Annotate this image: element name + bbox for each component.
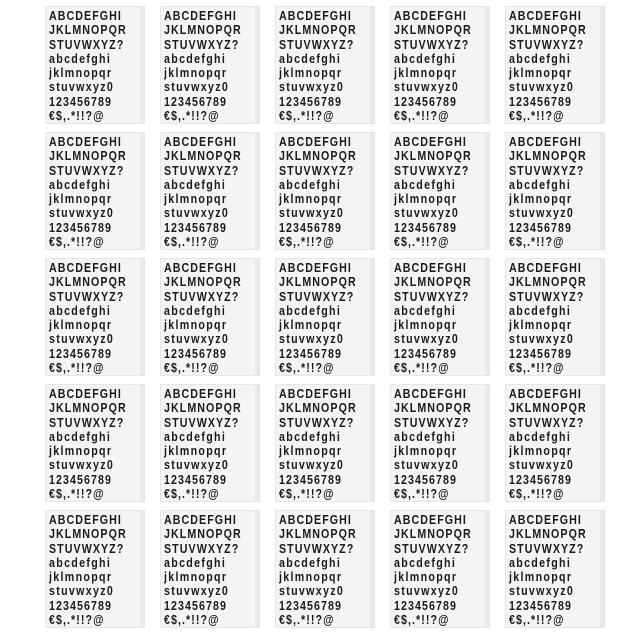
sticker-row: abcdefghi (509, 302, 572, 318)
sticker-row: 123456789 (49, 93, 112, 109)
sticker-row: STUVWXYZ? (394, 414, 470, 430)
sticker-row: STUVWXYZ? (509, 36, 585, 52)
letter-sticker-sheet (45, 510, 145, 628)
sticker-row: 123456789 (509, 93, 572, 109)
sticker-row: ABCDEFGHI (49, 260, 122, 275)
sticker-row: €$,.*!!?@ (509, 234, 565, 250)
sticker-row: abcdefghi (509, 428, 572, 444)
sticker-row: STUVWXYZ? (164, 540, 240, 556)
sticker-row: jklmnopqr (279, 569, 343, 585)
sticker-row: STUVWXYZ? (49, 162, 125, 178)
sticker-row: €$,.*!!?@ (279, 234, 335, 250)
letter-sticker-sheet (505, 384, 605, 502)
letter-sticker-sheet (275, 132, 375, 250)
sticker-row: abcdefghi (279, 50, 342, 66)
letter-sticker-sheet (275, 510, 375, 628)
sticker-row: STUVWXYZ? (49, 288, 125, 304)
sticker-row: stuvwxyz0 (164, 331, 230, 347)
sticker-row: ABCDEFGHI (279, 386, 352, 401)
sticker-row: ABCDEFGHI (164, 512, 237, 527)
sticker-row: abcdefghi (394, 50, 457, 66)
sticker-row: abcdefghi (509, 176, 572, 192)
sticker-row: 123456789 (279, 219, 342, 235)
letter-sticker-sheet (160, 132, 260, 250)
sticker-row: JKLMNOPQR (279, 22, 357, 38)
sticker-row: STUVWXYZ? (164, 288, 240, 304)
sticker-row: STUVWXYZ? (164, 162, 240, 178)
sticker-row: ABCDEFGHI (49, 8, 122, 23)
sticker-row: stuvwxyz0 (509, 331, 575, 347)
sticker-row: abcdefghi (394, 176, 457, 192)
sticker-row: JKLMNOPQR (164, 22, 242, 38)
sticker-row: ABCDEFGHI (49, 386, 122, 401)
sticker-row: JKLMNOPQR (279, 274, 357, 290)
sticker-row: ABCDEFGHI (164, 134, 237, 149)
sticker-row: stuvwxyz0 (509, 79, 575, 95)
sticker-row: ABCDEFGHI (394, 386, 467, 401)
sticker-row: jklmnopqr (509, 65, 573, 81)
sticker-row: STUVWXYZ? (509, 162, 585, 178)
sticker-row: 123456789 (509, 219, 572, 235)
sticker-row: stuvwxyz0 (394, 79, 460, 95)
sticker-row: €$,.*!!?@ (279, 612, 335, 628)
sticker-row: 123456789 (509, 345, 572, 361)
sticker-row: stuvwxyz0 (394, 583, 460, 599)
sticker-row: JKLMNOPQR (49, 148, 127, 164)
sticker-row: STUVWXYZ? (509, 288, 585, 304)
sticker-row: ABCDEFGHI (279, 260, 352, 275)
letter-sticker-sheet (160, 384, 260, 502)
sticker-row: JKLMNOPQR (279, 148, 357, 164)
sticker-row: STUVWXYZ? (49, 414, 125, 430)
sticker-row: €$,.*!!?@ (49, 612, 105, 628)
sticker-row: €$,.*!!?@ (279, 486, 335, 502)
sticker-row: JKLMNOPQR (164, 400, 242, 416)
sticker-row: €$,.*!!?@ (394, 234, 450, 250)
sticker-row: abcdefghi (164, 176, 227, 192)
sticker-row: 123456789 (164, 93, 227, 109)
sticker-row: abcdefghi (49, 302, 112, 318)
sticker-row: stuvwxyz0 (279, 583, 345, 599)
sticker-row: 123456789 (164, 597, 227, 613)
sticker-row: €$,.*!!?@ (394, 108, 450, 124)
sticker-row: STUVWXYZ? (394, 36, 470, 52)
sticker-row: jklmnopqr (164, 443, 228, 459)
sticker-row: JKLMNOPQR (394, 22, 472, 38)
sticker-row: JKLMNOPQR (394, 274, 472, 290)
sticker-row: €$,.*!!?@ (509, 108, 565, 124)
sticker-row: abcdefghi (49, 554, 112, 570)
sticker-row: JKLMNOPQR (164, 148, 242, 164)
sticker-row: stuvwxyz0 (49, 205, 115, 221)
sticker-row: €$,.*!!?@ (279, 108, 335, 124)
sticker-row: stuvwxyz0 (509, 457, 575, 473)
sticker-row: jklmnopqr (49, 317, 113, 333)
sticker-row: abcdefghi (164, 302, 227, 318)
sticker-row: jklmnopqr (49, 443, 113, 459)
sticker-row: €$,.*!!?@ (49, 234, 105, 250)
sticker-row: 123456789 (279, 345, 342, 361)
letter-sticker-sheet (505, 258, 605, 376)
sticker-row: 123456789 (164, 345, 227, 361)
sticker-row: abcdefghi (394, 554, 457, 570)
sticker-row: jklmnopqr (509, 443, 573, 459)
sticker-row: stuvwxyz0 (279, 205, 345, 221)
sticker-row: STUVWXYZ? (164, 414, 240, 430)
sticker-row: €$,.*!!?@ (49, 108, 105, 124)
sticker-row: jklmnopqr (164, 317, 228, 333)
letter-sticker-sheet (160, 6, 260, 124)
sticker-row: ABCDEFGHI (164, 8, 237, 23)
sticker-row: STUVWXYZ? (394, 162, 470, 178)
sticker-row: jklmnopqr (164, 569, 228, 585)
sticker-row: JKLMNOPQR (509, 148, 587, 164)
sticker-row: ABCDEFGHI (279, 8, 352, 23)
sticker-row: abcdefghi (164, 554, 227, 570)
sticker-row: abcdefghi (279, 176, 342, 192)
sticker-row: jklmnopqr (164, 191, 228, 207)
sticker-row: ABCDEFGHI (49, 134, 122, 149)
sticker-row: 123456789 (49, 471, 112, 487)
letter-sticker-sheet (45, 6, 145, 124)
sticker-row: STUVWXYZ? (394, 540, 470, 556)
sticker-row: €$,.*!!?@ (164, 234, 220, 250)
sticker-row: abcdefghi (509, 50, 572, 66)
sticker-row: JKLMNOPQR (509, 526, 587, 542)
sticker-row: STUVWXYZ? (279, 36, 355, 52)
sticker-row: 123456789 (164, 219, 227, 235)
sticker-row: stuvwxyz0 (394, 331, 460, 347)
sticker-row: jklmnopqr (49, 569, 113, 585)
sticker-row: STUVWXYZ? (509, 414, 585, 430)
sticker-row: ABCDEFGHI (509, 8, 582, 23)
sticker-row: STUVWXYZ? (394, 288, 470, 304)
sticker-row: jklmnopqr (279, 443, 343, 459)
sticker-row: jklmnopqr (394, 569, 458, 585)
sticker-row: jklmnopqr (279, 65, 343, 81)
sticker-row: stuvwxyz0 (509, 583, 575, 599)
sticker-row: STUVWXYZ? (49, 36, 125, 52)
sticker-row: JKLMNOPQR (49, 400, 127, 416)
sticker-row: JKLMNOPQR (164, 274, 242, 290)
sticker-row: ABCDEFGHI (394, 8, 467, 23)
sticker-row: STUVWXYZ? (509, 540, 585, 556)
sticker-row: stuvwxyz0 (49, 331, 115, 347)
sticker-row: ABCDEFGHI (279, 134, 352, 149)
sticker-row: stuvwxyz0 (49, 79, 115, 95)
sticker-row: €$,.*!!?@ (49, 360, 105, 376)
sticker-row: stuvwxyz0 (49, 457, 115, 473)
sticker-row: abcdefghi (49, 176, 112, 192)
sticker-row: jklmnopqr (279, 317, 343, 333)
sticker-row: STUVWXYZ? (279, 162, 355, 178)
sticker-row: stuvwxyz0 (394, 205, 460, 221)
sticker-row: JKLMNOPQR (509, 22, 587, 38)
sticker-row: €$,.*!!?@ (394, 612, 450, 628)
sticker-row: jklmnopqr (394, 65, 458, 81)
sticker-row: stuvwxyz0 (279, 457, 345, 473)
sticker-row: stuvwxyz0 (394, 457, 460, 473)
sticker-row: jklmnopqr (509, 569, 573, 585)
sticker-row: STUVWXYZ? (49, 540, 125, 556)
sticker-row: €$,.*!!?@ (164, 360, 220, 376)
sticker-row: jklmnopqr (394, 443, 458, 459)
sticker-row: 123456789 (509, 597, 572, 613)
sticker-row: €$,.*!!?@ (509, 360, 565, 376)
sticker-row: JKLMNOPQR (164, 526, 242, 542)
sticker-row: abcdefghi (164, 428, 227, 444)
sticker-row: jklmnopqr (509, 191, 573, 207)
sticker-row: 123456789 (509, 471, 572, 487)
sticker-row: €$,.*!!?@ (164, 612, 220, 628)
sticker-row: JKLMNOPQR (279, 526, 357, 542)
sticker-row: STUVWXYZ? (279, 288, 355, 304)
sticker-row: 123456789 (279, 93, 342, 109)
sticker-row: jklmnopqr (49, 191, 113, 207)
letter-sticker-sheet (505, 6, 605, 124)
sticker-row: 123456789 (394, 93, 457, 109)
sticker-row: ABCDEFGHI (509, 386, 582, 401)
sticker-row: 123456789 (394, 597, 457, 613)
sticker-row: ABCDEFGHI (509, 134, 582, 149)
sticker-row: abcdefghi (49, 428, 112, 444)
sticker-row: stuvwxyz0 (164, 79, 230, 95)
letter-sticker-sheet (505, 132, 605, 250)
sticker-row: ABCDEFGHI (394, 134, 467, 149)
letter-sticker-sheet (45, 258, 145, 376)
sticker-row: 123456789 (49, 345, 112, 361)
sticker-row: jklmnopqr (509, 317, 573, 333)
sticker-row: 123456789 (164, 471, 227, 487)
sticker-row: ABCDEFGHI (509, 260, 582, 275)
sticker-row: ABCDEFGHI (49, 512, 122, 527)
letter-sticker-sheet (45, 132, 145, 250)
sticker-row: ABCDEFGHI (164, 386, 237, 401)
letter-sticker-sheet (505, 510, 605, 628)
sticker-row: JKLMNOPQR (49, 526, 127, 542)
letter-sticker-sheet (45, 384, 145, 502)
sticker-row: €$,.*!!?@ (394, 360, 450, 376)
sticker-row: JKLMNOPQR (49, 274, 127, 290)
sticker-row: 123456789 (394, 219, 457, 235)
sticker-row: jklmnopqr (394, 317, 458, 333)
sticker-row: 123456789 (49, 597, 112, 613)
sticker-row: jklmnopqr (49, 65, 113, 81)
sticker-row: abcdefghi (279, 428, 342, 444)
sticker-row: abcdefghi (279, 302, 342, 318)
sticker-row: abcdefghi (49, 50, 112, 66)
sticker-row: jklmnopqr (279, 191, 343, 207)
sticker-row: 123456789 (49, 219, 112, 235)
sticker-row: stuvwxyz0 (279, 331, 345, 347)
sticker-row: abcdefghi (394, 428, 457, 444)
sticker-row: stuvwxyz0 (164, 205, 230, 221)
sticker-row: ABCDEFGHI (509, 512, 582, 527)
letter-sticker-sheet (275, 6, 375, 124)
sticker-row: stuvwxyz0 (164, 457, 230, 473)
sticker-row: stuvwxyz0 (279, 79, 345, 95)
sticker-row: €$,.*!!?@ (394, 486, 450, 502)
letter-sticker-sheet (275, 258, 375, 376)
sticker-row: STUVWXYZ? (279, 540, 355, 556)
sticker-row: ABCDEFGHI (394, 512, 467, 527)
sticker-row: 123456789 (279, 597, 342, 613)
sticker-row: JKLMNOPQR (394, 526, 472, 542)
sticker-row: 123456789 (394, 345, 457, 361)
sticker-row: ABCDEFGHI (394, 260, 467, 275)
sticker-row: €$,.*!!?@ (164, 486, 220, 502)
sticker-row: JKLMNOPQR (394, 400, 472, 416)
letter-sticker-sheet (390, 258, 490, 376)
letter-sticker-sheet (160, 258, 260, 376)
sticker-row: abcdefghi (394, 302, 457, 318)
sticker-row: €$,.*!!?@ (49, 486, 105, 502)
sticker-row: JKLMNOPQR (509, 274, 587, 290)
sticker-row: JKLMNOPQR (49, 22, 127, 38)
sticker-row: abcdefghi (164, 50, 227, 66)
letter-sticker-sheet (275, 384, 375, 502)
sticker-row: ABCDEFGHI (164, 260, 237, 275)
sticker-row: €$,.*!!?@ (279, 360, 335, 376)
letter-sticker-sheet (390, 384, 490, 502)
letter-sticker-sheet (160, 510, 260, 628)
sticker-row: 123456789 (279, 471, 342, 487)
letter-sticker-sheet (390, 510, 490, 628)
letter-sticker-sheet (390, 132, 490, 250)
sticker-row: stuvwxyz0 (49, 583, 115, 599)
sticker-row: ABCDEFGHI (279, 512, 352, 527)
sticker-row: jklmnopqr (164, 65, 228, 81)
letter-sticker-sheet (390, 6, 490, 124)
sticker-row: STUVWXYZ? (279, 414, 355, 430)
sticker-row: jklmnopqr (394, 191, 458, 207)
sticker-row: abcdefghi (509, 554, 572, 570)
sticker-row: JKLMNOPQR (509, 400, 587, 416)
sticker-row: stuvwxyz0 (509, 205, 575, 221)
sticker-row: JKLMNOPQR (279, 400, 357, 416)
sticker-row: €$,.*!!?@ (509, 612, 565, 628)
sticker-row: stuvwxyz0 (164, 583, 230, 599)
sticker-row: 123456789 (394, 471, 457, 487)
sticker-row: €$,.*!!?@ (509, 486, 565, 502)
sticker-row: abcdefghi (279, 554, 342, 570)
sticker-row: JKLMNOPQR (394, 148, 472, 164)
sticker-row: €$,.*!!?@ (164, 108, 220, 124)
sticker-row: STUVWXYZ? (164, 36, 240, 52)
